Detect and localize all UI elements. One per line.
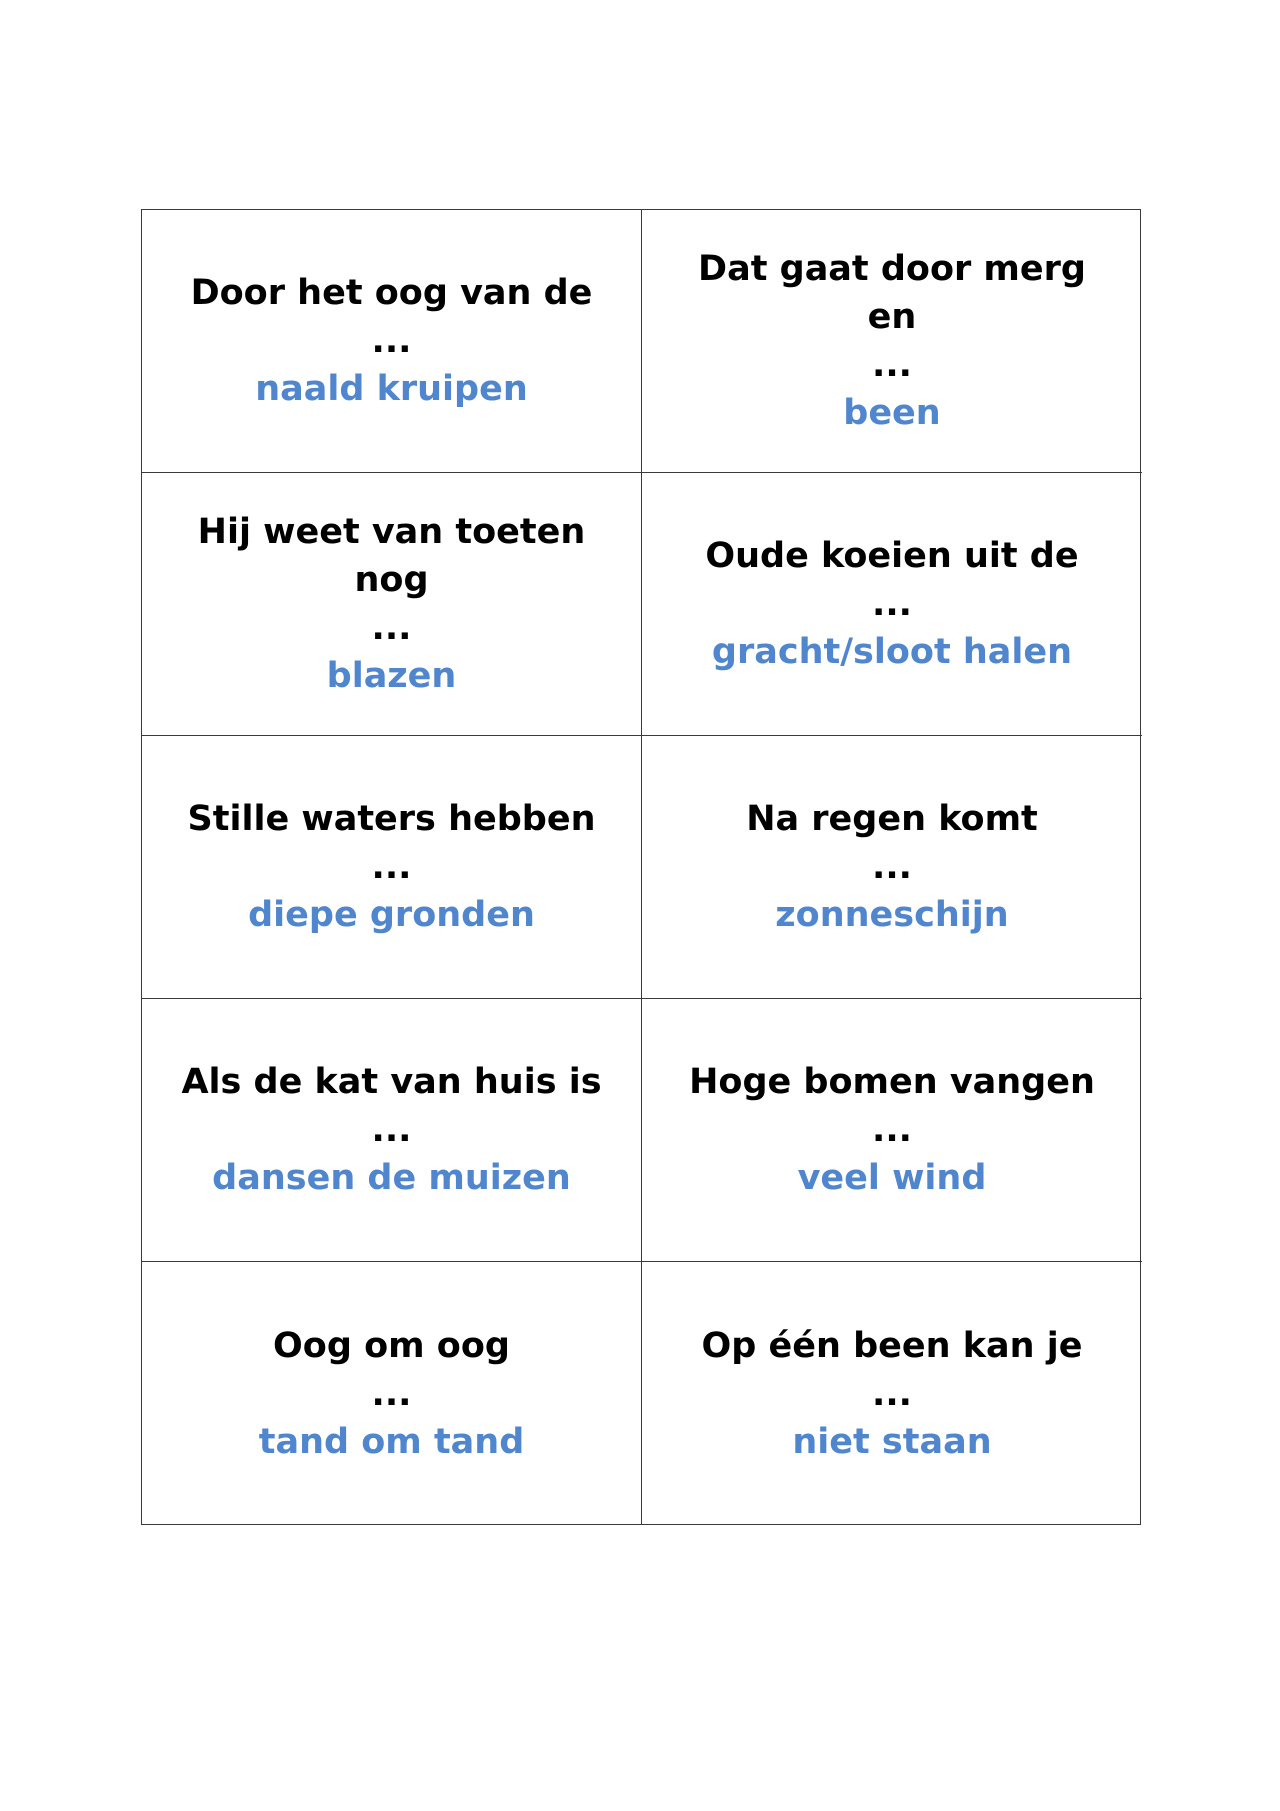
- proverb-answer: zonneschijn: [775, 895, 1009, 935]
- proverb-card: [142, 999, 642, 1262]
- proverb-card: [642, 736, 1142, 999]
- proverb-prompt: Dat gaat door merg en: [698, 249, 1086, 337]
- proverb-prompt: Als de kat van huis is: [181, 1062, 602, 1102]
- proverb-card: [642, 999, 1142, 1262]
- proverb-prompt: Stille waters hebben: [187, 799, 596, 839]
- proverb-answer: naald kruipen: [255, 369, 528, 409]
- proverb-prompt: Oude koeien uit de: [705, 536, 1079, 576]
- ellipsis: ...: [371, 1110, 412, 1150]
- proverb-card: [142, 473, 642, 736]
- ellipsis: ...: [872, 847, 912, 887]
- proverb-prompt: Oog om oog: [273, 1325, 510, 1366]
- ellipsis: ...: [872, 1110, 912, 1150]
- proverb-answer: tand om tand: [258, 1421, 525, 1462]
- proverb-answer: niet staan: [792, 1421, 992, 1462]
- ellipsis: ...: [872, 584, 912, 624]
- ellipsis: ...: [371, 608, 412, 648]
- proverb-prompt: Op één been kan je: [701, 1325, 1083, 1366]
- proverb-answer: diepe gronden: [248, 895, 535, 935]
- proverb-card: [142, 210, 642, 473]
- proverb-card-sheet: [141, 209, 1141, 1525]
- ellipsis: ...: [872, 1373, 912, 1414]
- proverb-answer: dansen de muizen: [212, 1158, 571, 1198]
- proverb-prompt: Door het oog van de: [190, 273, 593, 313]
- proverb-answer: been: [843, 393, 941, 433]
- proverb-card: [142, 1262, 642, 1525]
- proverb-prompt: Na regen komt: [746, 799, 1038, 839]
- ellipsis: ...: [371, 847, 412, 887]
- proverb-card: [142, 736, 642, 999]
- proverb-prompt: Hij weet van toeten nog: [197, 512, 586, 600]
- proverb-card: [642, 473, 1142, 736]
- proverb-card: [642, 1262, 1142, 1525]
- ellipsis: ...: [371, 321, 412, 361]
- proverb-answer: veel wind: [797, 1158, 987, 1198]
- proverb-answer: gracht/sloot halen: [711, 632, 1073, 672]
- ellipsis: ...: [872, 345, 912, 385]
- proverb-card: [642, 210, 1142, 473]
- proverb-answer: blazen: [326, 656, 457, 696]
- proverb-prompt: Hoge bomen vangen: [689, 1062, 1095, 1102]
- ellipsis: ...: [371, 1373, 412, 1414]
